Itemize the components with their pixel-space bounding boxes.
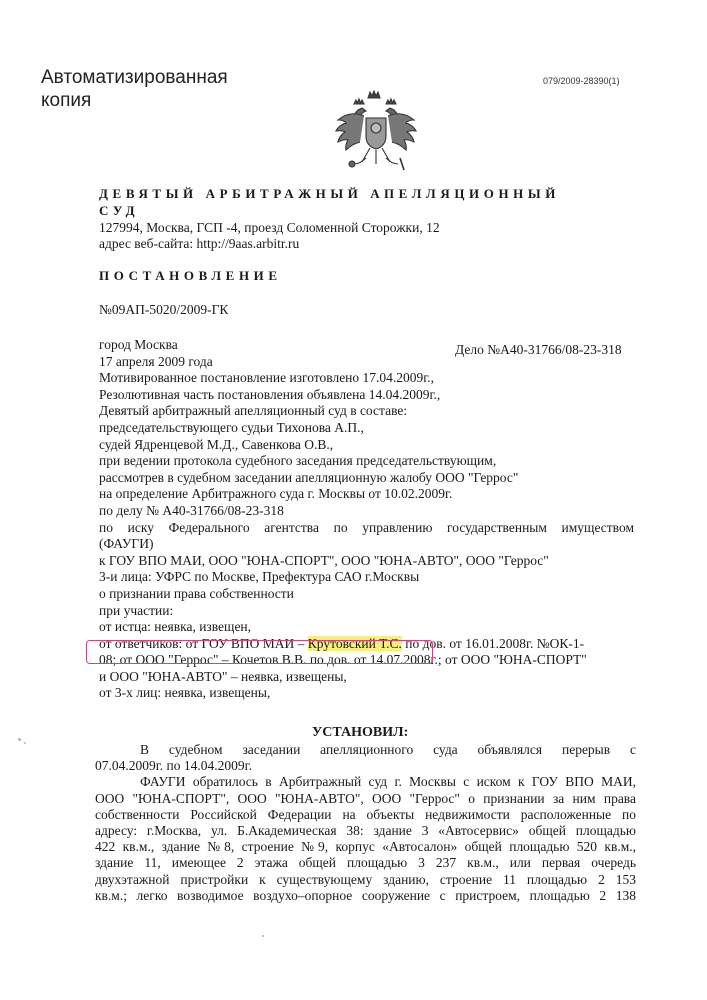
court-address: 127994, Москва, ГСП -4, проезд Соломенной Сторожки, 12 — [99, 220, 440, 235]
respondents-power-of-attorney: по дов. от 16.01.2008г. №ОК-1- — [401, 635, 585, 651]
banner-line-2: копия — [41, 90, 92, 111]
intro-line: председательствующего судьи Тихонова А.П., — [99, 419, 364, 435]
document-number: 079/2009-28390(1) — [543, 76, 620, 86]
document-title: ПОСТАНОВЛЕНИЕ — [99, 268, 282, 283]
intro-line: Мотивированное постановление изготовлено 17.04.2009г., — [99, 370, 435, 386]
resolution-number: №09АП-5020/2009-ГК — [99, 302, 229, 317]
respondents-line-3: и ООО "ЮНА-АВТО" – неявка, извещены, — [99, 668, 347, 684]
text-line: В судебном заседании апелляционного суда объявлялся перерыв с — [140, 742, 636, 757]
scan-speck — [18, 738, 21, 741]
intro-line: о признании права собственности — [99, 585, 294, 601]
text-line: здание 11, имеющее 2 этажа общей площадью 3 237 кв.м., или первая очередь — [95, 855, 636, 871]
intro-line: судей Ядренцевой М.Д., Савенкова О.В., — [99, 436, 334, 452]
third-parties-line: от 3-х лиц: неявка, извещены, — [99, 685, 271, 701]
text-line: 422 кв.м., здание №8, строение №9, корпус «Автосалон» общей площадью 520 кв.м., — [95, 839, 636, 855]
intro-line: к ГОУ ВПО МАИ, ООО "ЮНА-СПОРТ", ООО "ЮНА-АВТО", ООО "Геррос" — [99, 552, 549, 568]
text-line: ФАУГИ обратилось в Арбитражный суд г. Москвы с иском к ГОУ ВПО МАИ, — [140, 774, 636, 790]
intro-line: (ФАУГИ) — [99, 536, 154, 552]
intro-line: от истца: неявка, извещен, — [99, 619, 252, 635]
text-line: ООО "ЮНА-СПОРТ", ООО "ЮНА-АВТО", ООО "Геррос" о признании за ним права — [95, 790, 636, 806]
text-line: кв.м.; легко возводимое воздухо–опорное сооружение с пристроем, площадью 2 138 — [95, 887, 636, 903]
established-heading: УСТАНОВИЛ: — [312, 725, 409, 740]
intro-line: при ведении протокола судебного заседания председательствующим, — [99, 453, 497, 469]
court-name-line-1: ДЕВЯТЫЙ АРБИТРАЖНЫЙ АПЕЛЛЯЦИОННЫЙ — [99, 186, 560, 201]
scan-speck — [24, 742, 26, 744]
scan-speck — [262, 935, 264, 937]
text-line: собственности Российской Федерации на объекты недвижимости расположенные по — [95, 806, 636, 822]
russian-coat-of-arms-icon — [330, 88, 422, 174]
text-line: 07.04.2009г. по 14.04.2009г. — [95, 758, 253, 774]
pen-circle-annotation — [86, 640, 433, 664]
intro-line: на определение Арбитражного суда г. Москвы от 10.02.2009г. — [99, 486, 453, 502]
intro-line: при участии: — [99, 602, 174, 618]
court-website: адрес веб-сайта: http://9aas.arbitr.ru — [99, 236, 300, 251]
automated-copy-banner — [41, 66, 228, 112]
intro-line: Девятый арбитражный апелляционный суд в составе: — [99, 403, 408, 419]
text-line: двухэтажной пристройки к существующему зданию, строение 11 площадью 2 153 — [95, 871, 636, 887]
text-line: адресу: г.Москва, ул. Б.Академическая 38: здание 3 «Автосервис» общей площадью — [95, 822, 636, 838]
highlighted-representative: Крутовский Т.С. — [307, 635, 402, 651]
intro-line: 17 апреля 2009 года — [99, 353, 213, 369]
established-text — [95, 742, 636, 904]
intro-line: по делу № А40-31766/08-23-318 — [99, 502, 284, 518]
intro-line: Резолютивная часть постановления объявлена 14.04.2009г., — [99, 386, 441, 402]
intro-line: 3-и лица: УФРС по Москве, Префектура САО г.Москвы — [99, 569, 420, 585]
respondents-prefix: от ответчиков: от ГОУ ВПО МАИ – — [99, 635, 308, 651]
intro-line: город Москва — [99, 337, 178, 352]
court-name-line-2: СУД — [99, 203, 140, 218]
intro-line: по иску Федерального агентства по управлению государственным имуществом — [99, 519, 634, 535]
case-number: Дело №А40-31766/08-23-318 — [455, 342, 622, 357]
respondents-line-2: 08; от ООО "Геррос" – Кочетов В.В. по дов. от 14.07.2008г.; от ООО "ЮНА-СПОРТ" — [99, 652, 587, 668]
banner-line-1: Автоматизированная — [41, 67, 228, 88]
intro-line: рассмотрев в судебном заседании апелляционную жалобу ООО "Геррос" — [99, 469, 519, 485]
court-name — [99, 185, 560, 219]
